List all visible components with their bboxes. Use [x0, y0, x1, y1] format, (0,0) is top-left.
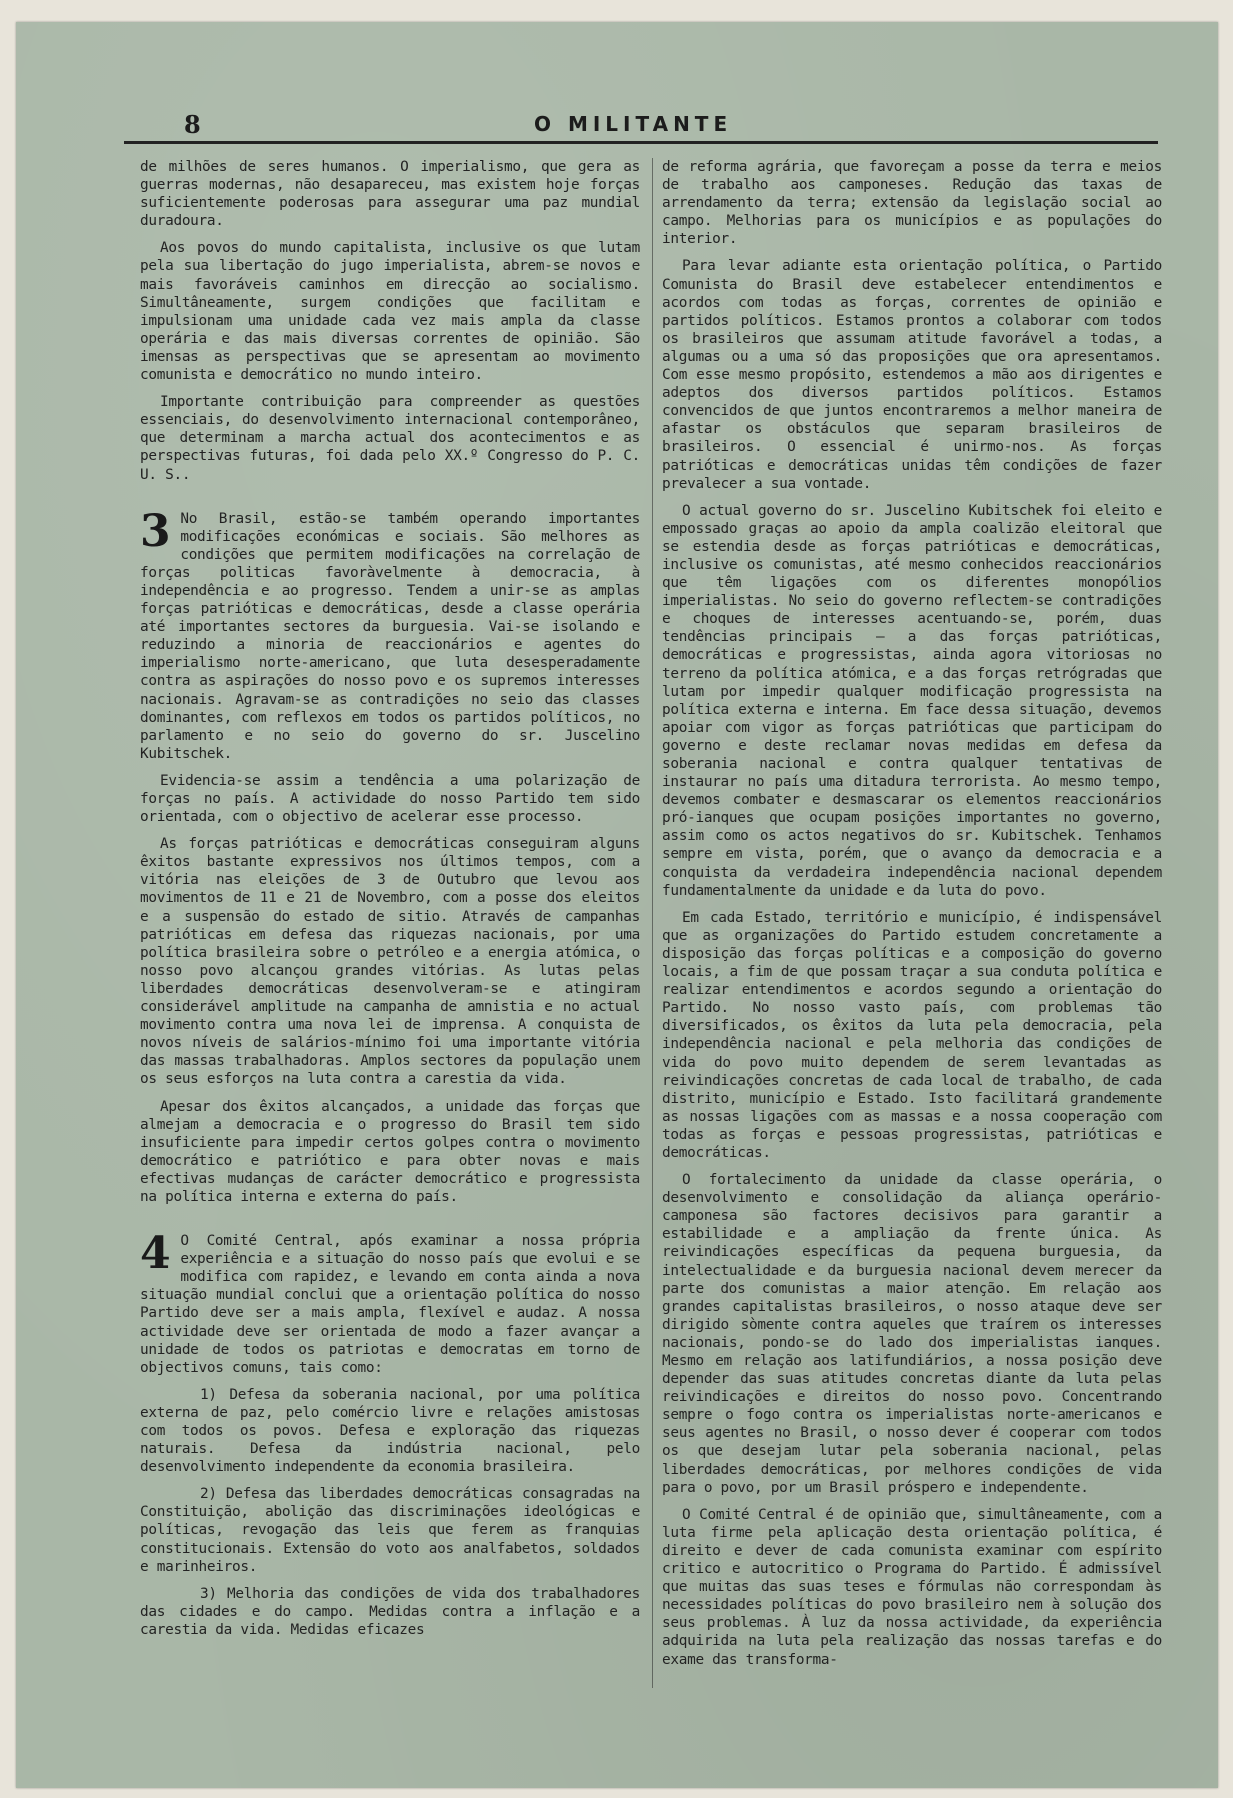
- section-4: [140, 1228, 640, 1377]
- section-number: 3: [140, 505, 171, 557]
- paragraph: Apesar dos êxitos alcançados, a unidade das forças que almejam a democracia e o progresso do Brasil tem sido insuficiente para impedir certos golpes contra o movimento democrático e patriótico e para obter novas e mais efectivas mudanças de carácter democrático e progressista na política interna e externa do país.: [140, 1098, 640, 1205]
- paragraph: Para levar adiante esta orientação política, o Partido Comunista do Brasil deve estabelecer entendimentos e acordos com todas as forças, correntes de opinião e partidos políticos. Estamos prontos a colaborar com todos os brasileiros que assumam atitude favorável a todas, a algumas ou a uma só das proposições que ora apresentamos. Com esse mesmo propósito, estendemos a mão aos dirigentes e adeptos dos diversos partidos políticos. Estamos convencidos de que juntos encontraremos a melhor maneira de afastar os obstáculos que separam brasileiros de brasileiros. O essencial é unirmo-nos. As forças patrióticas e democráticas unidas têm condições de fazer prevalecer a sua vontade.: [662, 258, 1162, 492]
- list-item: 1) Defesa da soberania nacional, por uma política externa de paz, pelo comércio livre e relações amistosas com todos os povos. Defesa e exploração das riquezas naturais. Defesa da indústria nacional, pelo desenvolvimento independente da economia brasileira.: [140, 1386, 640, 1476]
- paragraph: Aos povos do mundo capitalista, inclusive os que lutam pela sua libertação do jugo imperialista, abrem-se novos e mais favoráveis caminhos em direcção ao socialismo. Simultâneamente, surgem condições que facilitam e impulsionam uma unidade cada vez mais ampla da classe operária e das mais diversas correntes de opinião. São imensas as perspectivas que se apresentam ao movimento comunista e democrático no mundo inteiro.: [140, 240, 640, 384]
- paragraph: No Brasil, estão-se também operando importantes modificações económicas e sociais. São melhores as condições que permitem modificações na correlação de forças politicas favoràvelmente à democracia, à independência e ao progresso. Tendem a unir-se as amplas forças patrióticas e democráticas, desde a classe operária até importantes sectores da burguesia. Vai-se isolando e reduzindo a minoria de reaccionários e agentes do imperialismo norte-americano, que luta desesperadamente contra as aspirações do nosso povo e os supremos interesses nacionais. Agravam-se as contradições no seio das classes dominantes, com reflexos em todos os partidos políticos, no parlamento e no seio do governo do sr. Juscelino Kubitschek.: [140, 510, 640, 762]
- page-number: 8: [184, 110, 201, 139]
- left-column: [140, 158, 640, 1648]
- section-3: [140, 505, 640, 763]
- paragraph: Em cada Estado, território e município, é indispensável que as organizações do Partido estudem concretamente a disposição das forças políticas e a composição do governo locais, a fim de que possam traçar a sua conduta política e realizar entendimentos e acordos segundo a orientação do Partido. No nosso vasto país, com problemas tão diversificados, os êxitos da luta pela democracia, pela independência nacional e pela melhoria das condições de vida do povo muito dependem de serem levantadas as reivindicações concretas de cada local de trabalho, de cada distrito, município e Estado. Isto facilitará grandemente as nossas ligações com as massas e a nossa cooperação com todas as forças e pessoas progressistas, patrióticas e democráticas.: [662, 909, 1162, 1161]
- list-item: 2) Defesa das liberdades democráticas consagradas na Constituição, abolição das discriminações ideológicas e políticas, revogação das leis que ferem as franquias constitucionais. Extensão do voto aos analfabetos, soldados e marinheiros.: [140, 1486, 640, 1575]
- right-column: [662, 158, 1162, 1678]
- paragraph: Importante contribuição para compreender as questões essenciais, do desenvolvimento internacional contemporâneo, que determinam a marcha actual dos acontecimentos e as perspectivas futuras, foi dada pelo XX.º Congresso do P. C. U. S..: [140, 394, 640, 483]
- masthead-title: O MILITANTE: [534, 112, 733, 136]
- section-number: 4: [140, 1228, 171, 1280]
- list-item: 3) Melhoria das condições de vida dos trabalhadores das cidades e do campo. Medidas contra a inflação e a carestia da vida. Medidas eficazes: [140, 1585, 640, 1638]
- newspaper-page: [16, 22, 1218, 1788]
- paragraph: Evidencia-se assim a tendência a uma polarização de forças no país. A actividade do nosso Partido tem sido orientada, com o objectivo de acelerar esse processo.: [140, 772, 640, 826]
- paragraph: de milhões de seres humanos. O imperialismo, que gera as guerras modernas, não desapareceu, mas existem hoje forças suficientemente poderosas para assegurar uma paz mundial duradoura.: [140, 159, 640, 230]
- header-rule: [124, 141, 1158, 144]
- paragraph: O fortalecimento da unidade da classe operária, o desenvolvimento e consolidação da aliança operário-camponesa são factores decisivos para garantir a estabilidade e a ampliação da frente única. As reivindicações específicas da pequena burguesia, da intelectualidade e da burguesia nacional devem merecer da parte dos comunistas a maior atenção. Em relação aos grandes capitalistas brasileiros, o nosso ataque deve ser dirigido sòmente contra aqueles que traírem os interesses nacionais, pondo-se do lado dos imperialistas ianques. Mesmo em relação aos latifundiários, a nossa posição deve depender das suas atitudes concretas diante da luta pelas reivindicações e direitos do nosso povo. Concentrando sempre o fogo contra os imperialistas norte-americanos e seus agentes no Brasil, o nosso dever é cooperar com todos os que desejam lutar pela soberania nacional, pelas liberdades democráticas, por melhores condições de vida para o povo, por um Brasil próspero e independente.: [662, 1172, 1162, 1496]
- paragraph: As forças patrióticas e democráticas conseguiram alguns êxitos bastante expressivos nos últimos tempos, com a vitória nas eleições de 3 de Outubro que levou aos movimentos de 11 e 21 de Novembro, com a posse dos eleitos e a suspensão do estado de sitio. Através de campanhas patrióticas em defesa das riquezas nacionais, por uma política brasileira sobre o petróleo e a energia atómica, o nosso povo alcançou grandes vitórias. As lutas pelas liberdades democráticas desenvolveram-se e atingiram considerável amplitude na campanha de amnistia e no actual movimento contra uma nova lei de imprensa. A conquista de novos níveis de salários-mínimo foi uma importante vitória das massas trabalhadoras. Amplos sectores da população unem os seus esforços na luta contra a carestia da vida.: [140, 836, 640, 1088]
- column-divider: [652, 158, 653, 1688]
- page-header: [124, 104, 1158, 144]
- paragraph: O actual governo do sr. Juscelino Kubitschek foi eleito e empossado graças ao apoio da ampla coalizão eleitoral que se estendia desde as forças patrióticas e democráticas, inclusive os comunistas, até mesmo conhecidos reaccionários que têm ligações com os diferentes monopólios imperialistas. No seio do governo reflectem-se contradições e choques de interesses acentuando-se, porém, duas tendências principais — a das forças patrióticas, democráticas e progressistas, ainda agora vitoriosas no terreno da política atómica, e a das forças retrógradas que lutam por impedir qualquer modificação progressista na política externa e interna. Em face dessa situação, devemos apoiar com vigor as forças patrióticas que participam do governo e deste reclamar novas medidas em defesa da soberania nacional e contra qualquer tentativas de instaurar no país uma ditadura terrorista. Ao mesmo tempo, devemos combater e desmascarar os elementos reaccionários pró-ianques que ocupam posições importantes no governo, assim como os actos negativos do sr. Kubitschek. Tenhamos sempre em vista, porém, que o avanço da democracia e a conquista da verdadeira independência nacional dependem fundamentalmente da unidade e da luta do povo.: [662, 502, 1162, 899]
- paragraph: O Comité Central, após examinar a nossa própria experiência e a situação do nosso país que evolui e se modifica com rapidez, e levando em conta ainda a nova situação mundial conclui que a orientação política do nosso Partido deve ser a mais ampla, flexível e audaz. A nossa actividade deve ser orientada de modo a fazer avançar a unidade de todos os patriotas e democratas em torno de objectivos comuns, tais como:: [140, 1233, 640, 1376]
- paragraph: O Comité Central é de opinião que, simultâneamente, com a luta firme pela aplicação desta orientação política, é direito e dever de cada comunista examinar com espírito critico e autocritico o Programa do Partido. É admissível que muitas das suas teses e fórmulas não correspondam às necessidades políticas do povo brasileiro nem à solução dos seus problemas. À luz da nossa actividade, da experiência adquirida na luta pela realização das nossas tarefas e do exame das transforma-: [662, 1506, 1162, 1668]
- paragraph: de reforma agrária, que favoreçam a posse da terra e meios de trabalho aos camponeses. Redução das taxas de arrendamento da terra; extensão da legislação social ao campo. Melhorias para os municípios e as populações do interior.: [662, 159, 1162, 248]
